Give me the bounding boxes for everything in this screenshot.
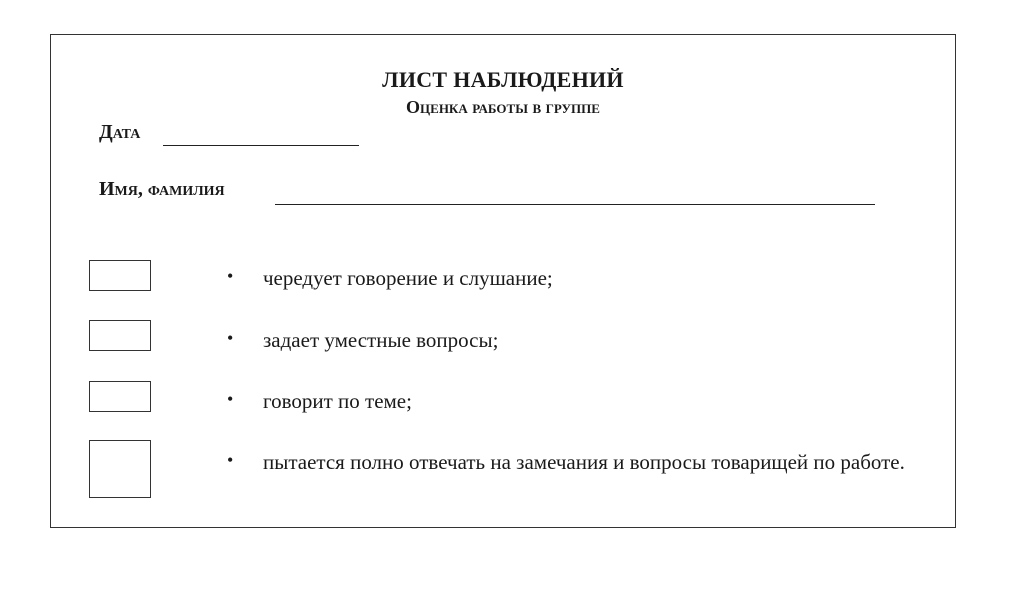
criterion-item-3: говорит по теме; bbox=[263, 389, 412, 413]
sheet-subtitle: Оценка работы в группе bbox=[406, 97, 600, 117]
criterion-item-1: чередует говорение и слушание; bbox=[263, 266, 553, 290]
checkbox-item-2[interactable] bbox=[89, 320, 151, 351]
name-field[interactable] bbox=[275, 204, 875, 205]
sheet-title: ЛИСТ НАБЛЮДЕНИЙ bbox=[382, 67, 624, 92]
observation-sheet bbox=[50, 34, 956, 528]
bullet-item-3: • bbox=[227, 389, 234, 409]
bullet-item-4: • bbox=[227, 450, 234, 470]
bullet-item-2: • bbox=[227, 328, 234, 348]
checkbox-item-1[interactable] bbox=[89, 260, 151, 291]
name-label: Имя, фамилия bbox=[99, 178, 225, 200]
date-field[interactable] bbox=[163, 145, 359, 146]
criterion-item-2: задает уместные вопросы; bbox=[263, 328, 499, 352]
date-label: Дата bbox=[99, 121, 141, 143]
checkbox-item-4[interactable] bbox=[89, 440, 151, 498]
checkbox-item-3[interactable] bbox=[89, 381, 151, 412]
bullet-item-1: • bbox=[227, 266, 234, 286]
criterion-item-4: пытается полно отвечать на замечания и вопросы товарищей по работе. bbox=[263, 450, 905, 474]
